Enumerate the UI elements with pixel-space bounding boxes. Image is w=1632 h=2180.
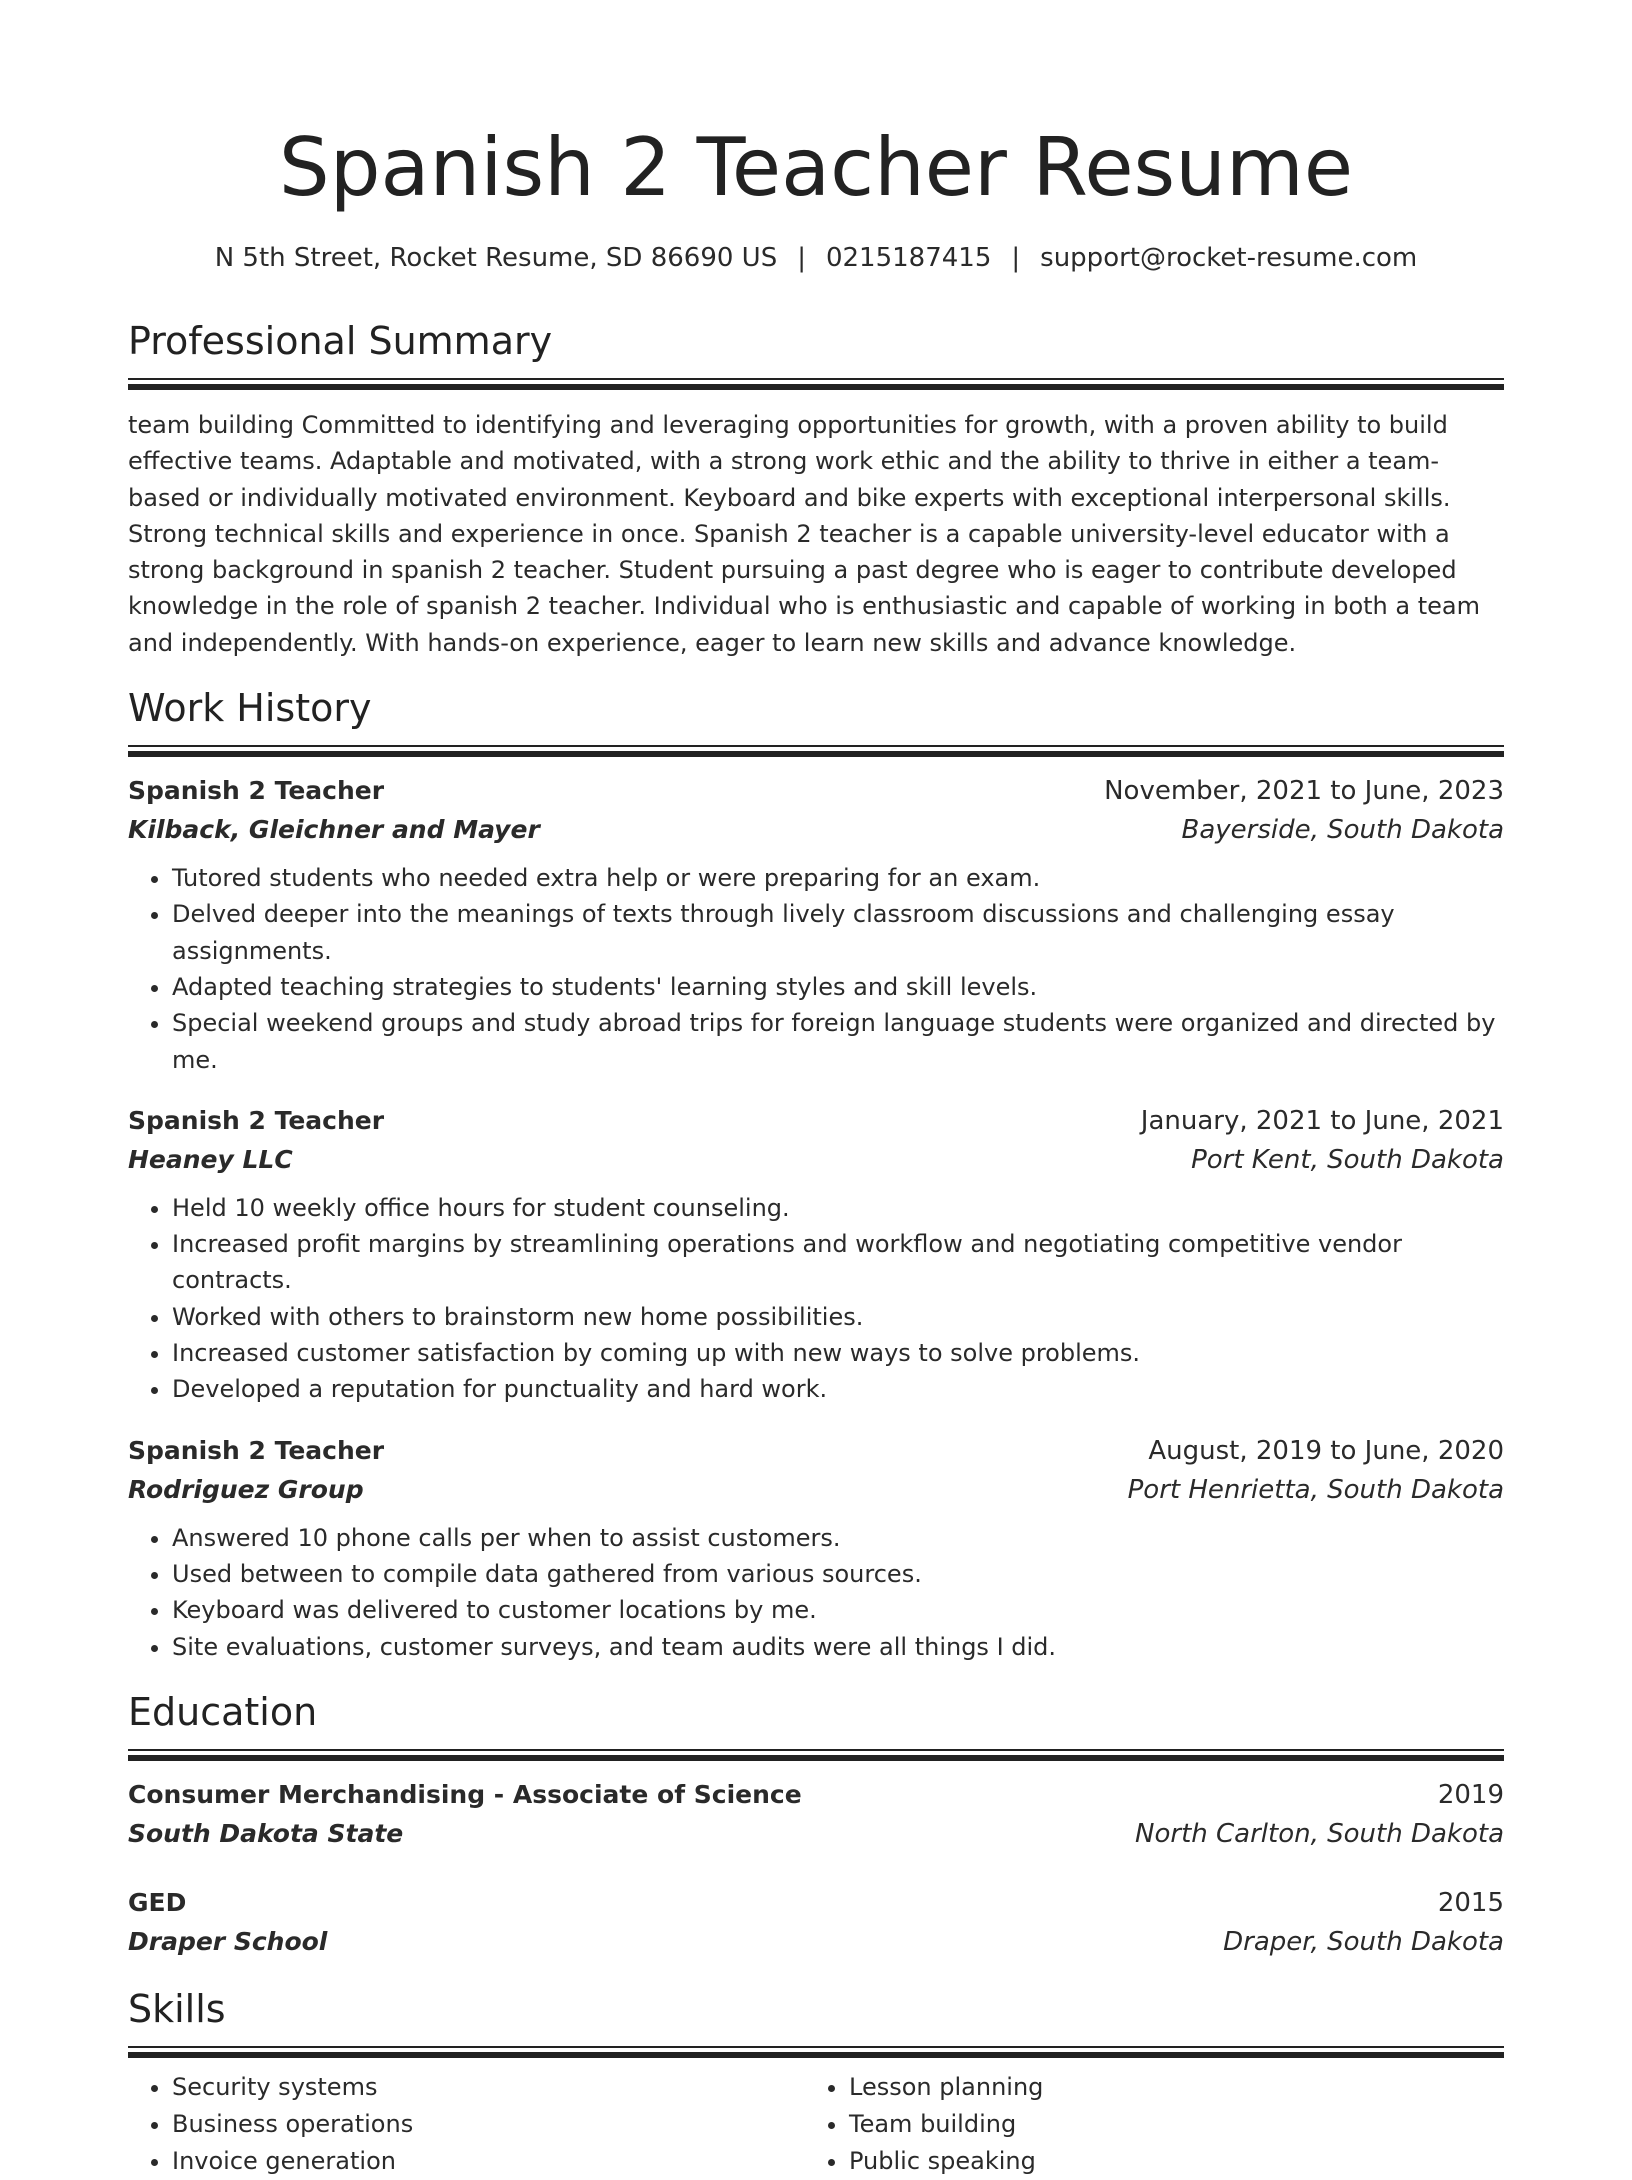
contact-phone: 0215187415 [825,243,992,273]
school-location: Draper, South Dakota [1223,1926,1504,1957]
contact-line [128,240,1504,276]
section-heading-summary: Professional Summary [128,319,553,363]
job-employer: Rodriguez Group [128,1474,364,1504]
skill-item: • Invoice generation [172,2143,805,2180]
job-duty: • Developed a reputation for punctuality and hard work. [172,1371,1504,1407]
section-heading-work-history: Work History [128,686,372,731]
skill-item: • Lesson planning [849,2069,1482,2106]
job-title: Spanish 2 Teacher [128,1435,385,1465]
job-duty: • Tutored students who needed extra help or were preparing for an exam. [172,860,1504,896]
job-title: Spanish 2 Teacher [128,1105,385,1135]
job-duty: • Increased customer satisfaction by coming up with new ways to solve problems. [172,1335,1504,1371]
skill-item: • Business operations [172,2106,805,2143]
job-duties-list [128,1190,1504,1408]
skill-item: • Security systems [172,2069,805,2106]
summary-section [128,316,1504,661]
job-duty: • Delved deeper into the meanings of texts through lively classroom discussions and challenging essay assignments. [172,896,1504,969]
section-divider [128,378,1504,391]
work-history-section [128,683,1504,1665]
job-duty: • Used between to compile data gathered from various sources. [172,1556,1504,1592]
contact-separator: | [797,243,806,273]
job-duty: • Keyboard was delivered to customer locations by me. [172,1592,1504,1628]
section-divider [128,1749,1504,1762]
job-duty: • Worked with others to brainstorm new home possibilities. [172,1299,1504,1335]
job-location: Port Kent, South Dakota [1191,1144,1504,1175]
section-heading-education: Education [128,1689,318,1734]
summary-text: team building Committed to identifying and leveraging opportunities for growth, with a proven ability to build effective teams. Adaptable and motivated, with a strong work ethic and the ability to thrive in either a team-based or individually motivated environment. Keyboard and bike experts with exceptional interpersonal skills. Strong technical skills and experience in once. Spanish 2 teacher is a capable university-level educator with a strong background in spanish 2 teacher. Student pursuing a past degree who is eager to contribute developed knowledge in the role of spanish 2 teacher. Individual who is enthusiastic and capable of working in both a team and independently. With hands-on experience, eager to learn new skills and advance knowledge. [128,411,1480,657]
school-name: Draper School [128,1926,328,1956]
skill-item: • Team building [849,2106,1482,2143]
job-duty: • Site evaluations, customer surveys, and team audits were all things I did. [172,1629,1504,1665]
job-location: Bayerside, South Dakota [1181,815,1504,846]
job-duty: • Held 10 weekly office hours for student counseling. [172,1190,1504,1226]
job-title: Spanish 2 Teacher [128,776,385,806]
school-name: South Dakota State [128,1818,404,1848]
job-employer: Heaney LLC [128,1144,293,1174]
skills-columns [128,2069,1504,2180]
school-location: North Carlton, South Dakota [1135,1818,1504,1849]
education-entry [128,1776,1504,1854]
job-duty: • Special weekend groups and study abroad trips for foreign language students were organized and directed by me. [172,1005,1504,1078]
section-divider [128,2046,1504,2059]
job-dates: August, 2019 to June, 2020 [1148,1435,1504,1466]
job-location: Port Henrietta, South Dakota [1127,1474,1504,1505]
job-dates: November, 2021 to June, 2023 [1104,776,1504,807]
job-dates: January, 2021 to June, 2021 [1140,1105,1504,1136]
degree-name: GED [128,1887,187,1917]
job-duty: • Adapted teaching strategies to students' learning styles and skill levels. [172,969,1504,1005]
job-entry [128,1432,1504,1665]
section-divider [128,745,1504,758]
job-duties-list [128,860,1504,1078]
contact-email: support@rocket-resume.com [1040,243,1418,273]
job-entry [128,1102,1504,1408]
graduation-year: 2015 [1437,1887,1504,1918]
job-duty: • Increased profit margins by streamlining operations and workflow and negotiating competitive vendor contracts. [172,1226,1504,1299]
contact-separator: | [1011,243,1021,273]
section-heading-skills: Skills [128,1986,226,2031]
resume-title: Spanish 2 Teacher Resume [278,121,1354,214]
degree-name: Consumer Merchandising - Associate of Science [128,1779,802,1809]
job-duties-list [128,1520,1504,1665]
education-entry [128,1884,1504,1962]
skills-list-right [805,2069,1482,2180]
contact-address: N 5th Street, Rocket Resume, SD 86690 US [214,243,778,273]
job-employer: Kilback, Gleichner and Mayer [128,815,540,845]
skills-list-left [128,2069,805,2180]
skills-section [128,1984,1504,2180]
graduation-year: 2019 [1437,1779,1504,1810]
job-duty: • Answered 10 phone calls per when to assist customers. [172,1520,1504,1556]
job-entry [128,772,1504,1078]
skill-item: • Public speaking [849,2143,1482,2180]
education-section [128,1687,1504,1962]
